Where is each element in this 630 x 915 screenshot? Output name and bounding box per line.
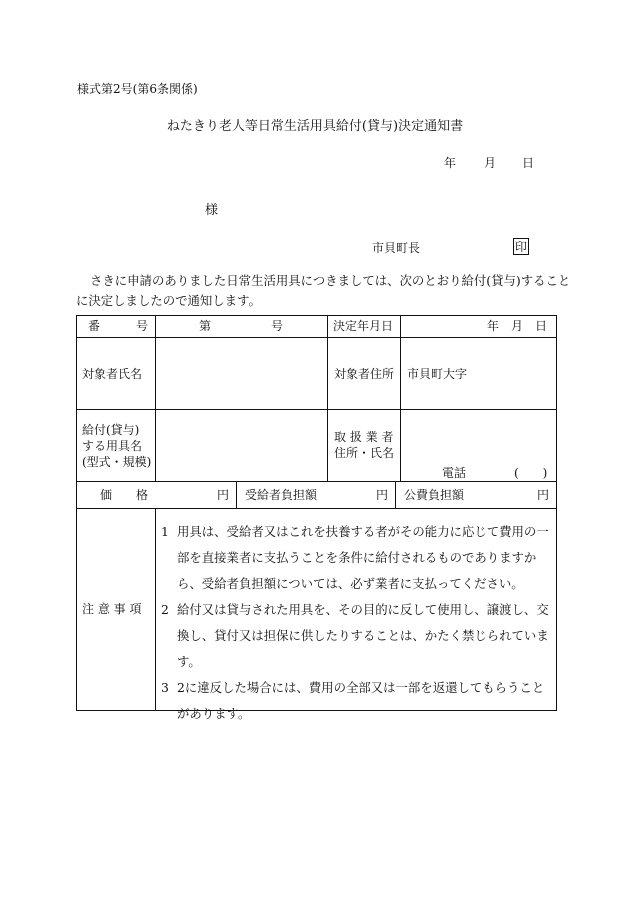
note-number: 1	[161, 524, 169, 539]
table-rule	[236, 481, 237, 509]
issuer-title: 市貝町長	[372, 241, 421, 255]
phone-parens: ( )	[514, 466, 548, 480]
table-border-left	[76, 315, 77, 711]
equipment-label-line3: (型式・規模)	[82, 455, 152, 469]
table-rule	[76, 481, 557, 482]
table-rule	[76, 337, 557, 338]
note-item	[161, 519, 553, 597]
recipient-burden-label: 受給者負担額	[245, 488, 318, 502]
table-border-top	[76, 315, 557, 316]
table-rule	[76, 409, 557, 410]
note-text: 2に違反した場合には、費用の全部又は一部を返還してもらうことがあります。	[177, 680, 545, 721]
price-yen: 円	[217, 488, 230, 502]
dealer-label-line2: 住所・氏名	[334, 446, 395, 460]
note-text: 給付又は貸与された用具を、その目的に反して使用し、譲渡し、交換し、貸付又は担保に供したりすることは、かたく禁じられています。	[177, 602, 549, 669]
recipient-burden-yen: 円	[376, 488, 389, 502]
document-title: ねたきり老人等日常生活用具給付(貸与)決定通知書	[166, 119, 464, 134]
number-value: 第 号	[199, 319, 284, 333]
recipient-name-label: 対象者氏名	[82, 367, 143, 381]
note-item	[161, 675, 553, 727]
public-burden-yen: 円	[537, 488, 550, 502]
table-border-right	[556, 315, 557, 711]
table-rule	[327, 315, 328, 482]
date-day: 日	[522, 156, 535, 170]
number-label: 番 号	[88, 319, 149, 333]
decision-date-value: 年 月 日	[487, 319, 548, 333]
form-number: 様式第2号(第6条関係)	[77, 82, 198, 96]
equipment-label-line2: する用具名	[82, 439, 143, 453]
equipment-label-line1: 給付(貸与)	[82, 423, 140, 437]
notes-list	[161, 519, 553, 727]
table-rule	[155, 508, 156, 711]
table-rule	[395, 481, 396, 509]
note-number: 2	[161, 602, 169, 617]
note-text: 用具は、受給者又はこれを扶養する者がその能力に応じて費用の一部を直接業者に支払うことを条件に給付されるものでありますから、受給者負担額については、必ず業者に支払ってください。	[177, 524, 549, 591]
dealer-label-line1: 取 扱 業 者	[334, 430, 394, 444]
public-burden-label: 公費負担額	[404, 488, 465, 502]
seal-mark: 印	[514, 239, 527, 254]
table-rule	[155, 315, 156, 482]
phone-label: 電話	[442, 466, 467, 480]
recipient-address-value: 市貝町大字	[407, 367, 468, 381]
date-month: 月	[484, 156, 497, 170]
note-item	[161, 597, 553, 675]
body-line-1: さきに申請のありました日常生活用具につきましては、次のとおり給付(貸与)すること	[90, 273, 571, 288]
decision-date-label: 決定年月日	[333, 319, 394, 333]
issue-date	[444, 157, 534, 169]
notes-label: 注 意 事 項	[82, 602, 142, 616]
note-number: 3	[161, 680, 169, 695]
recipient-address-label: 対象者住所	[334, 367, 395, 381]
price-label: 価 格	[100, 488, 149, 502]
table-rule	[400, 315, 401, 482]
body-line-2: に決定しましたので通知します。	[76, 293, 261, 308]
table-rule	[76, 508, 557, 509]
notice-body	[76, 271, 571, 311]
date-year: 年	[444, 156, 457, 170]
addressee-honorific: 様	[205, 203, 219, 218]
